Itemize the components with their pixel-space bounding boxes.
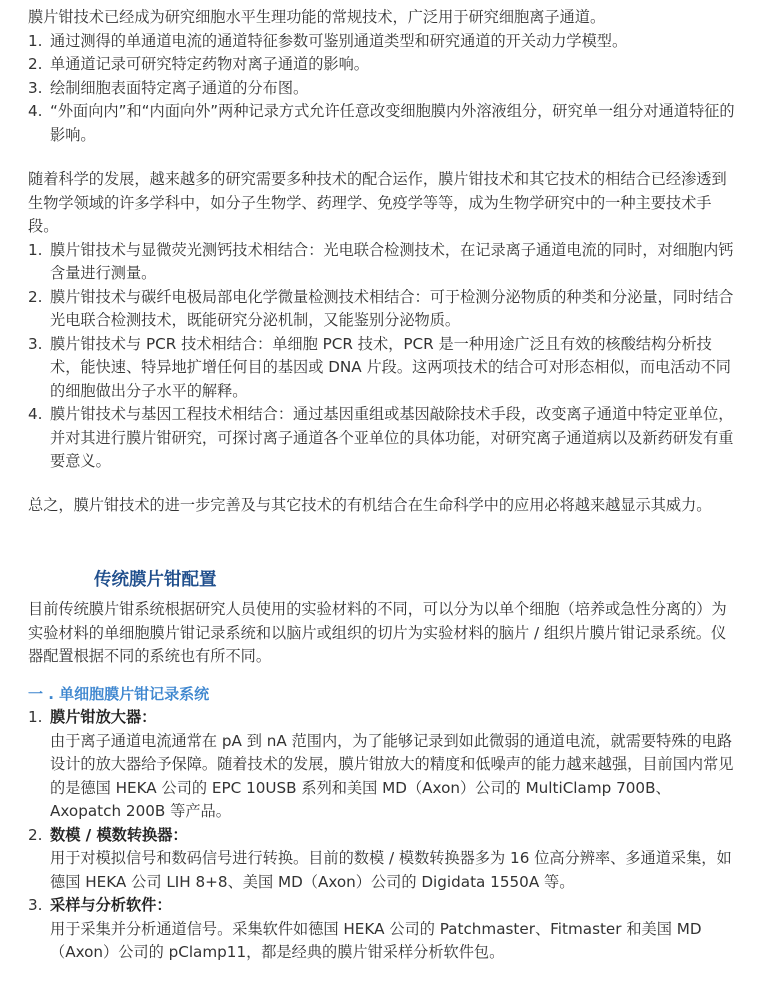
subsection-title: 一 . 单细胞膜片钳记录系统 — [28, 684, 210, 703]
spacer — [28, 517, 737, 568]
list-item — [28, 77, 737, 101]
list-number: 3. — [28, 896, 43, 914]
spacer — [28, 474, 737, 494]
list-number: 2. — [28, 825, 43, 844]
list-number: 3. — [28, 78, 43, 97]
item-heading: 采样与分析软件： — [50, 896, 172, 914]
item-body: 由于离子通道电流通常在 pA 到 nA 范围内，为了能够记录到如此微弱的通道电流，就需要特殊的电路设计的放大器给予保障。随着技术的发展，膜片钳放大的精度和低噪声的能力越来越强，目前国内常见的是德国 HEKA 公司的 EPC 10USB 系列和美国 MD（Axon）公司的 MultiClamp 700B、Axopatch 200B 等产品。 — [50, 731, 734, 820]
list-number: 3. — [28, 334, 43, 353]
list-number: 4. — [28, 405, 43, 423]
list-item — [28, 706, 737, 824]
conclusion-paragraph: 总之，膜片钳技术的进一步完善及与其它技术的有机结合在生命科学中的应用必将越来越显示其威力。 — [28, 495, 712, 514]
list-item — [28, 239, 737, 286]
list-text: 膜片钳技术与碳纤电极局部电化学微量检测技术相结合：可于检测分泌物质的种类和分泌量，同时结合光电联合检测技术，既能研究分泌机制，又能鉴别分泌物质。 — [50, 287, 734, 329]
config-intro-paragraph: 目前传统膜片钳系统根据研究人员使用的实验材料的不同，可以分为以单个细胞（培养或急性分离的）为实验材料的单细胞膜片钳记录系统和以脑片或组织的切片为实验材料的脑片 / 组织片膜片钳记录系统。仪器配置根据不同的系统也有所不同。 — [28, 600, 727, 665]
spacer — [28, 147, 737, 168]
item-heading: 数模 / 模数转换器： — [50, 825, 188, 844]
config-list — [28, 706, 737, 965]
list-number: 2. — [28, 55, 43, 73]
list-text: 绘制细胞表面特定离子通道的分布图。 — [50, 78, 309, 97]
list-text: 膜片钳技术与基因工程技术相结合：通过基因重组或基因敲除技术手段，改变离子通道中特定亚单位，并对其进行膜片钳研究，可探讨离子通道各个亚单位的具体功能，对研究离子通道病以及新药研发有重要意义。 — [50, 405, 734, 470]
list-item — [28, 894, 737, 965]
list-item — [28, 333, 737, 404]
list-number: 1. — [28, 708, 43, 726]
list-item — [28, 286, 737, 333]
list-number: 4. — [28, 102, 43, 120]
list-number: 2. — [28, 287, 43, 306]
list-text: “外面向内”和“内面向外”两种记录方式允许任意改变细胞膜内外溶液组分，研究单一组分对通道特征的影响。 — [50, 102, 735, 144]
list-item — [28, 30, 737, 54]
list-number: 1. — [28, 31, 43, 50]
list-item — [28, 824, 737, 895]
intro-list — [28, 30, 737, 148]
section-title: 传统膜片钳配置 — [94, 570, 217, 590]
list-item — [28, 100, 737, 147]
list-text: 膜片钳技术与 PCR 技术相结合：单细胞 PCR 技术，PCR 是一种用途广泛且有效的核酸结构分析技术，能快速、特异地扩增任何目的基因或 DNA 片段。这两项技术的结合可对形态相似，而电活动不同的细胞做出分子水平的解释。 — [50, 334, 731, 400]
list-text: 膜片钳技术与显微荧光测钙技术相结合：光电联合检测技术，在记录离子通道电流的同时，对细胞内钙含量进行测量。 — [50, 240, 734, 282]
item-body: 用于对模拟信号和数码信号进行转换。目前的数模 / 模数转换器多为 16 位高分辨率、多通道采集，如德国 HEKA 公司 LIH 8+8、美国 MD（Axon）公司的 Digidata 1550A 等。 — [50, 849, 732, 891]
list-text: 单通道记录可研究特定药物对离子通道的影响。 — [50, 55, 369, 73]
item-heading: 膜片钳放大器： — [50, 708, 157, 726]
list-item — [28, 53, 737, 77]
intro-paragraph: 膜片钳技术已经成为研究细胞水平生理功能的常规技术，广泛用于研究细胞离子通道。 — [28, 8, 606, 26]
list-number: 1. — [28, 240, 43, 259]
list-item — [28, 403, 737, 474]
combination-paragraph: 随着科学的发展，越来越多的研究需要多种技术的配合运作，膜片钳技术和其它技术的相结合已经渗透到生物学领域的许多学科中，如分子生物学、药理学、免疫学等等，成为生物学研究中的一种主要技术手段。 — [28, 170, 727, 235]
item-body: 用于采集并分析通道信号。采集软件如德国 HEKA 公司的 Patchmaster、Fitmaster 和美国 MD（Axon）公司的 pClamp11，都是经典的膜片钳采样分析软件包。 — [50, 919, 702, 961]
combination-list — [28, 239, 737, 474]
list-text: 通过测得的单通道电流的通道特征参数可鉴别通道类型和研究通道的开关动力学模型。 — [50, 31, 628, 50]
